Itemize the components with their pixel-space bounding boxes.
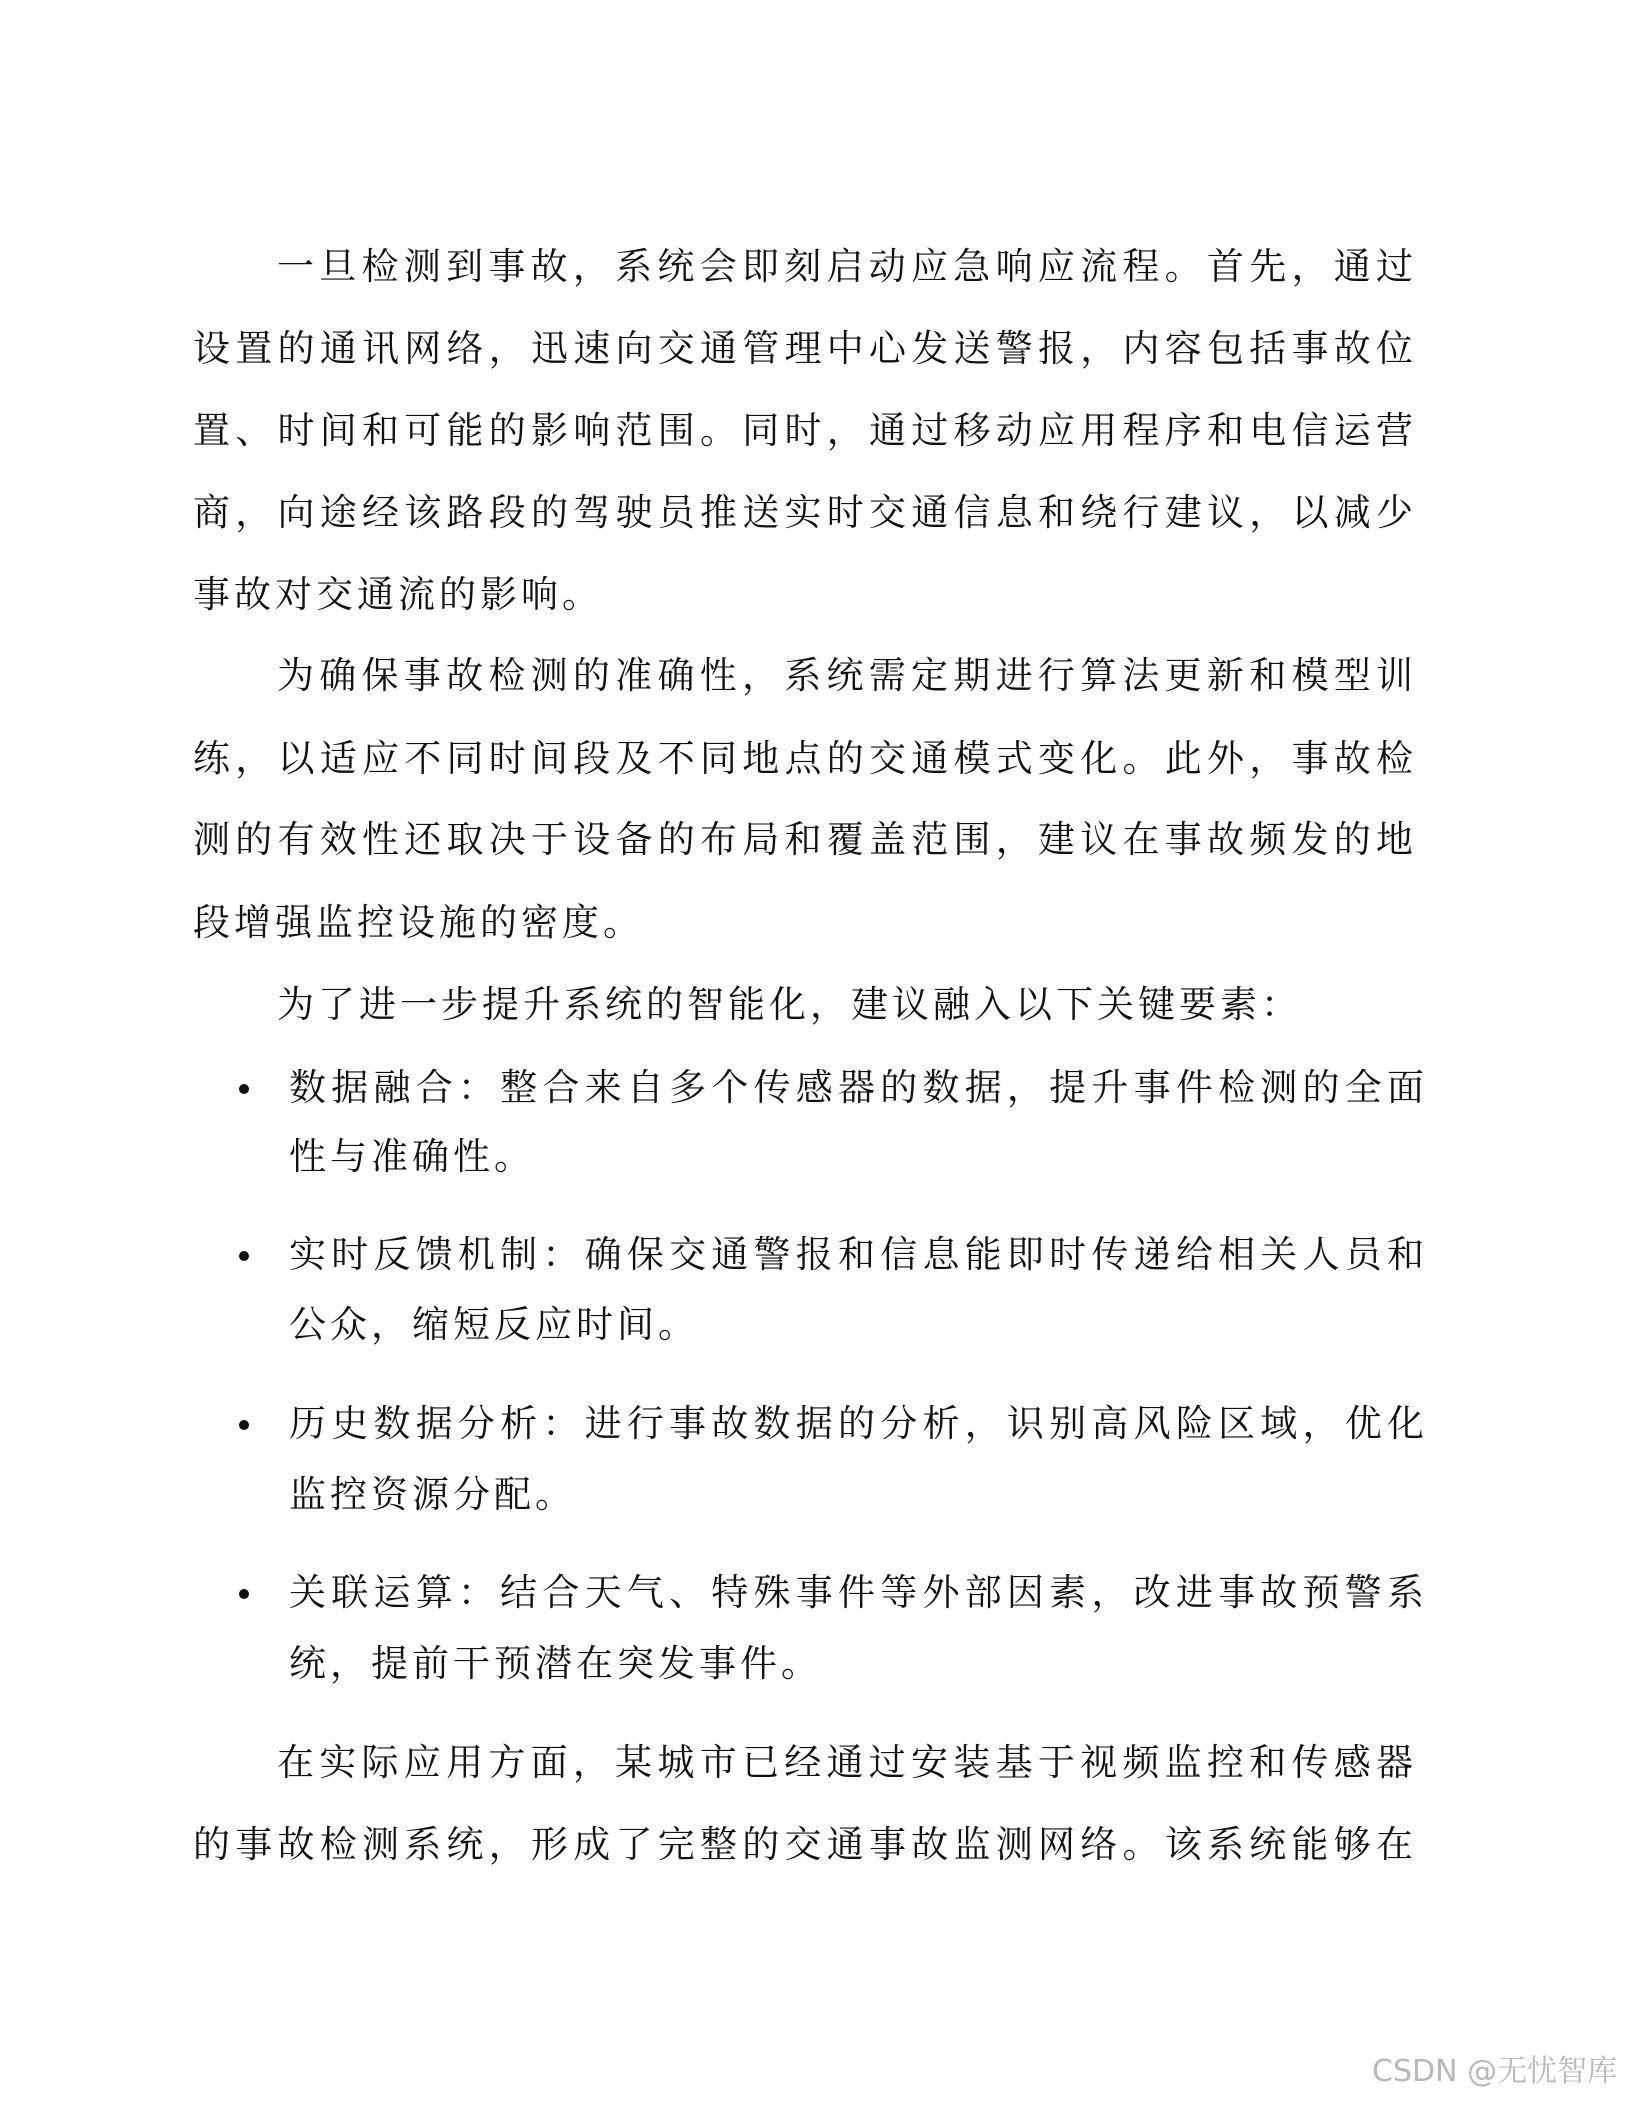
text-line: 关联运算：结合天气、特殊事件等外部因素，改进事故预警系 xyxy=(289,1571,1424,1614)
bullet-icon xyxy=(239,1589,249,1599)
text-line: 统，提前干预潜在突发事件。 xyxy=(289,1642,822,1685)
text-line: 为了进一步提升系统的智能化，建议融入以下关键要素： xyxy=(277,983,1302,1026)
text-line: 实时反馈机制：确保交通警报和信息能即时传递给相关人员和 xyxy=(289,1233,1424,1276)
text-line: 商，向途经该路段的驾驶员推送实时交通信息和绕行建议，以减少 xyxy=(193,491,1413,534)
text-line: 监控资源分配。 xyxy=(289,1473,576,1516)
bullet-icon xyxy=(239,1420,249,1430)
text-line: 为确保事故检测的准确性，系统需定期进行算法更新和模型训 xyxy=(277,654,1413,697)
text-line: 练，以适应不同时间段及不同地点的交通模式变化。此外，事故检 xyxy=(193,737,1413,780)
text-line: 段增强监控设施的密度。 xyxy=(193,901,644,944)
watermark: CSDN @无忧智库 xyxy=(1372,2054,1618,2089)
bullet-icon xyxy=(239,1084,249,1094)
text-line: 设置的通讯网络，迅速向交通管理中心发送警报，内容包括事故位 xyxy=(193,327,1413,370)
text-line: 在实际应用方面，某城市已经通过安装基于视频监控和传感器 xyxy=(277,1741,1413,1784)
text-line: 历史数据分析：进行事故数据的分析，识别高风险区域，优化 xyxy=(289,1402,1424,1445)
text-line: 的事故检测系统，形成了完整的交通事故监测网络。该系统能够在 xyxy=(193,1823,1413,1866)
text-line: 一旦检测到事故，系统会即刻启动应急响应流程。首先，通过 xyxy=(277,245,1413,288)
text-line: 数据融合：整合来自多个传感器的数据，提升事件检测的全面 xyxy=(289,1066,1424,1109)
text-line: 事故对交通流的影响。 xyxy=(193,573,603,616)
text-line: 置、时间和可能的影响范围。同时，通过移动应用程序和电信运营 xyxy=(193,409,1413,452)
text-line: 测的有效性还取决于设备的布局和覆盖范围，建议在事故频发的地 xyxy=(193,818,1413,861)
text-line: 性与准确性。 xyxy=(289,1135,535,1178)
text-line: 公众，缩短反应时间。 xyxy=(289,1303,699,1346)
bullet-icon xyxy=(239,1251,249,1261)
